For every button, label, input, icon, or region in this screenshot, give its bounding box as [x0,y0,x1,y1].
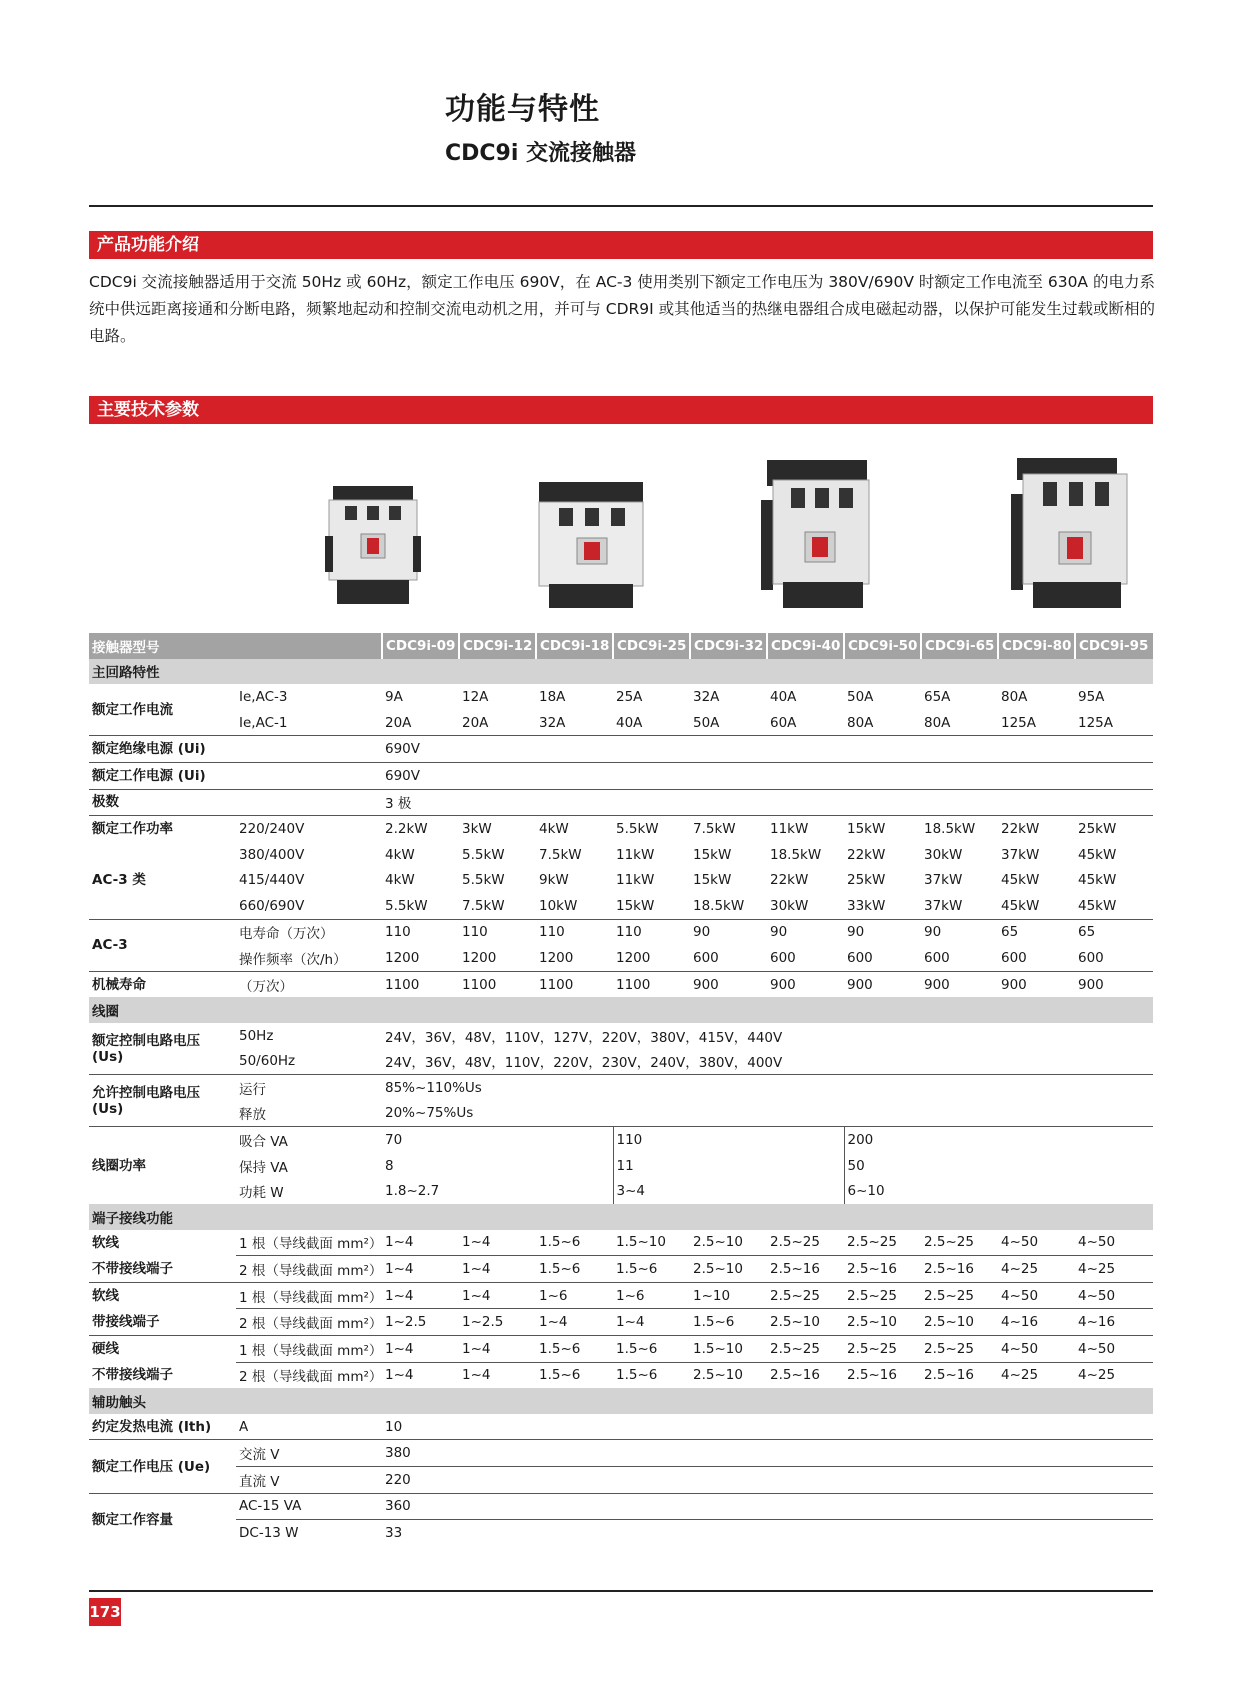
row-label: 不带接线端子 [92,1260,173,1277]
table-cell: 30kW [924,846,963,863]
row-label: 额定工作容量 [89,1493,236,1546]
table-cell: 900 [998,971,1075,997]
table-cell: 37kW [924,872,963,889]
table-cell: 1.8~2.7 [385,1183,440,1200]
model-header: CDC9i-80 [998,633,1075,659]
model-header: CDC9i-18 [536,633,613,659]
sub-label: 50Hz [239,1027,274,1044]
table-cell: 4~16 [1075,1309,1153,1336]
table-cell: 11 [613,1153,844,1179]
table-cell: 1~6 [613,1282,690,1309]
table-cell: 15kW [844,816,921,842]
table-cell: 80A [1001,688,1028,705]
table-cell: 1.5~6 [539,1234,581,1251]
section-label: 主回路特性 [89,659,1153,685]
table-cell: 10 [385,1418,403,1435]
sub-label: 220/240V [236,816,382,842]
table-cell: 2.5~25 [770,1234,820,1251]
table-cell: 1.5~6 [690,1309,767,1336]
table-row [89,1282,1153,1309]
section-label: 辅助触头 [89,1388,1153,1414]
top-divider [89,205,1153,207]
table-cell: 15kW [693,846,732,863]
table-cell: 24V，36V，48V，110V，220V，230V，240V，380V，400V [385,1055,783,1072]
table-cell: 60A [770,714,797,731]
table-row [89,1153,1153,1179]
table-cell: 2.5~10 [690,1362,767,1388]
table-row [89,684,1153,710]
table-cell: 33 [382,1520,1153,1546]
row-label: 允许控制电路电压 (Us) [89,1075,236,1127]
table-cell: 110 [613,1127,844,1153]
table-cell: 125A [1001,714,1037,731]
page-subtitle: CDC9i 交流接触器 [445,141,637,166]
table-cell: 690V [382,736,1153,763]
sub-label: A [239,1418,249,1435]
table-cell: 37kW [924,897,963,914]
sub-label: 2 根（导线截面 mm²） [236,1256,382,1283]
table-row [89,1127,1153,1153]
table-cell: 20%~75%Us [385,1105,474,1122]
sub-label: 415/440V [239,872,305,889]
table-cell: 5.5kW [613,816,690,842]
table-cell: 20A [462,714,489,731]
table-cell: 125A [1078,714,1114,731]
table-row [89,1493,1153,1520]
table-cell: 22kW [998,816,1075,842]
table-cell: 24V，36V，48V，110V，127V，220V，380V，415V，440V [385,1029,783,1046]
table-cell: 1~4 [459,1336,536,1363]
row-label: 约定发热电流 (Ith) [92,1418,212,1435]
table-cell: 3~4 [613,1178,844,1204]
table-cell: 2.5~16 [921,1362,998,1388]
table-cell: 1.5~6 [613,1362,690,1388]
table-cell: 2.5~10 [693,1234,743,1251]
table-cell: 45kW [1001,897,1040,914]
section-label: 端子接线功能 [89,1204,1153,1230]
table-cell: 2.5~16 [767,1362,844,1388]
table-cell: 1.5~6 [613,1256,690,1283]
table-cell: 90 [921,919,998,945]
table-row [89,945,1153,971]
table-cell: 45kW [1078,897,1117,914]
section-label: 线圈 [89,997,1153,1023]
table-cell: 690V [382,762,1153,789]
table-cell: 380 [382,1440,1153,1467]
section-row-coil [89,997,1153,1023]
table-cell: 9A [385,688,403,705]
table-cell: 50 [844,1153,1153,1179]
table-cell: 1~4 [536,1309,613,1336]
sub-label: 释放 [239,1107,266,1124]
table-cell: 45kW [1001,872,1040,889]
sub-label: 直流 V [236,1467,382,1494]
contactor-medium-image [535,482,647,608]
table-row [89,1230,1153,1256]
table-cell: 2.5~10 [767,1309,844,1336]
table-cell: 11kW [767,816,844,842]
table-cell: 25kW [847,872,886,889]
table-cell: 40A [770,688,797,705]
table-cell: 110 [536,919,613,945]
table-row [89,762,1153,789]
table-cell: 18.5kW [921,816,998,842]
sub-label: 电寿命（万次） [236,919,382,945]
table-cell: 18A [539,688,566,705]
table-row [89,816,1153,842]
model-header: CDC9i-95 [1075,633,1153,659]
table-cell: 11kW [616,846,655,863]
table-cell: 90 [844,919,921,945]
table-cell: 1100 [536,971,613,997]
table-row [89,710,1153,736]
model-header: CDC9i-32 [690,633,767,659]
table-cell: 110 [382,919,459,945]
sub-label: Ie,AC-1 [239,714,288,731]
table-cell: 90 [690,919,767,945]
table-cell: 90 [767,919,844,945]
table-cell: 33kW [847,897,886,914]
table-row [89,867,1153,893]
table-cell: 2.5~10 [844,1309,921,1336]
table-cell: 65 [998,919,1075,945]
table-cell: 600 [1001,949,1027,966]
table-cell: 900 [767,971,844,997]
table-cell: 200 [844,1127,1153,1153]
row-label: 额定控制电路电压 (Us) [92,1032,200,1065]
table-cell: 20A [385,714,412,731]
table-cell: 1.5~10 [616,1234,666,1251]
table-cell: 85%~110%Us [382,1075,1153,1101]
page-number: 173 [89,1598,121,1626]
table-cell: 4~25 [998,1256,1075,1283]
table-cell: 40A [616,714,643,731]
row-label: 额定工作电压 (Ue) [89,1440,236,1493]
table-cell: 1~4 [459,1256,536,1283]
sub-label: 380/400V [239,846,305,863]
table-cell: 70 [382,1127,613,1153]
table-cell: 1~10 [690,1282,767,1309]
table-cell: 50A [847,688,874,705]
row-label: 带接线端子 [92,1313,160,1330]
table-row [89,1440,1153,1467]
table-cell: 3kW [459,816,536,842]
table-cell: 7.5kW [462,897,505,914]
table-cell: 4~50 [1001,1234,1039,1251]
table-cell: 1100 [613,971,690,997]
sub-label: 运行 [236,1075,382,1101]
row-label: 额定工作电流 [92,701,173,718]
table-cell: 2.5~25 [921,1282,998,1309]
table-row [89,919,1153,945]
model-header: CDC9i-40 [767,633,844,659]
sub-label: 保持 VA [239,1159,288,1176]
table-cell: 25A [616,688,643,705]
row-label: 额定工作功率 [89,816,236,842]
section-row-aux [89,1388,1153,1414]
table-row [89,1309,1153,1336]
table-cell: 10kW [539,897,578,914]
table-cell: 4~50 [1075,1336,1153,1363]
table-cell: 1~4 [382,1256,459,1283]
table-cell: 1~4 [462,1234,491,1251]
table-cell: 11kW [616,872,655,889]
table-cell: 600 [1078,949,1104,966]
table-cell: 900 [921,971,998,997]
table-cell: 110 [613,919,690,945]
sub-label: 1 根（导线截面 mm²） [236,1282,382,1309]
model-header-label: 接触器型号 [89,633,382,659]
table-cell: 1~4 [459,1362,536,1388]
row-label: 硬线 [89,1336,236,1363]
model-header: CDC9i-09 [382,633,459,659]
model-header: CDC9i-50 [844,633,921,659]
sub-label: 660/690V [239,897,305,914]
section-row-terminal [89,1204,1153,1230]
table-cell: 7.5kW [539,846,582,863]
sub-label: AC-15 VA [236,1493,382,1520]
table-cell: 80A [924,714,951,731]
sub-label: 50/60Hz [239,1053,296,1070]
model-header: CDC9i-12 [459,633,536,659]
table-cell: 220 [382,1467,1153,1494]
page-title: 功能与特性 [445,92,600,127]
table-cell: 4~16 [998,1309,1075,1336]
table-cell: 5.5kW [385,897,428,914]
sub-label: 功耗 W [239,1185,284,1202]
table-cell: 4~25 [998,1362,1075,1388]
sub-label: Ie,AC-3 [239,688,288,705]
table-cell: 1~6 [536,1282,613,1309]
bottom-divider [89,1590,1153,1592]
intro-paragraph: CDC9i 交流接触器适用于交流 50Hz 或 60Hz，额定工作电压 690V，在 AC-3 使用类别下额定工作电压为 380V/690V 时额定工作电流至 630A 的电力系统中供远距离接通和分断电路，频繁地起动和控制交流电动机之用，并可与 CDR9I 或其他适当的热继电器组合成电磁起动器，以保护可能发生过载或断相的电路。 [89,273,1155,345]
table-cell: 1~4 [382,1362,459,1388]
product-photos [89,448,1153,608]
table-row [89,1049,1153,1075]
table-row [89,736,1153,763]
table-row [89,1467,1153,1494]
table-cell: 22kW [770,872,809,889]
row-label: 额定绝缘电源 (Ui) [89,736,382,763]
table-cell: 5.5kW [462,846,505,863]
table-cell: 1.5~10 [690,1336,767,1363]
table-cell: 1200 [462,949,497,966]
table-cell: 600 [847,949,873,966]
sub-label: 交流 V [236,1440,382,1467]
table-row [89,1178,1153,1204]
table-cell: 45kW [1078,846,1117,863]
table-row [89,1414,1153,1440]
section-bar-specs: 主要技术参数 [89,396,1153,424]
table-cell: 6~10 [844,1178,1153,1204]
table-cell: 1~4 [613,1309,690,1336]
table-cell: 15kW [693,872,732,889]
table-cell: 900 [844,971,921,997]
table-cell: 7.5kW [690,816,767,842]
table-cell: 2.5~25 [924,1234,974,1251]
contactor-small-image [325,486,421,608]
table-cell: 37kW [1001,846,1040,863]
table-cell: 32A [693,688,720,705]
table-cell: 4~25 [1075,1362,1153,1388]
row-label: 线圈功率 [89,1127,236,1204]
model-header: CDC9i-65 [921,633,998,659]
table-cell: 600 [924,949,950,966]
table-cell: 4~50 [1078,1234,1116,1251]
table-row [89,1101,1153,1127]
section-row-main-circuit [89,659,1153,685]
table-row [89,1023,1153,1049]
table-cell: 25kW [1075,816,1153,842]
sub-label: 2 根（导线截面 mm²） [236,1309,382,1336]
table-cell: 2.5~10 [690,1256,767,1283]
table-cell: 50A [693,714,720,731]
table-row [89,842,1153,868]
sub-label: 操作频率（次/h） [239,951,347,968]
table-cell: 95A [1078,688,1105,705]
table-cell: 65A [924,688,951,705]
table-cell: 4kW [385,872,415,889]
table-row [89,1336,1153,1363]
table-cell: 1100 [382,971,459,997]
model-header: CDC9i-25 [613,633,690,659]
row-label: 极数 [89,789,382,816]
table-cell: 900 [1075,971,1153,997]
table-cell: 30kW [770,897,809,914]
table-cell: 32A [539,714,566,731]
table-cell: 8 [385,1157,394,1174]
table-cell: 1~4 [382,1282,459,1309]
table-cell: 2.5~16 [844,1362,921,1388]
table-cell: 1~4 [385,1234,414,1251]
table-cell: 5.5kW [462,872,505,889]
table-cell: 1~2.5 [459,1309,536,1336]
table-cell: 2.5~25 [844,1336,921,1363]
sub-label: （万次） [236,971,382,997]
table-cell: 1100 [459,971,536,997]
sub-label: 1 根（导线截面 mm²） [239,1236,382,1253]
table-cell: 2.5~10 [921,1309,998,1336]
table-cell: 1.5~6 [536,1362,613,1388]
row-label: AC-3 类 [92,872,146,889]
table-cell: 2.2kW [382,816,459,842]
table-cell: 2.5~25 [921,1336,998,1363]
table-cell: 9kW [539,872,569,889]
sub-label: 2 根（导线截面 mm²） [236,1362,382,1388]
table-cell: 1.5~6 [536,1256,613,1283]
table-row [89,789,1153,816]
table-cell: 110 [459,919,536,945]
table-cell: 2.5~16 [767,1256,844,1283]
row-label: 机械寿命 [89,971,236,997]
sub-label: 1 根（导线截面 mm²） [236,1336,382,1363]
table-row [89,893,1153,919]
spec-table [89,633,1153,1546]
table-cell: 4~50 [998,1336,1075,1363]
table-cell: 2.5~25 [767,1282,844,1309]
contactor-large-image [761,460,879,608]
row-label: 额定工作电源 (Ui) [89,762,382,789]
table-cell: 4kW [385,846,415,863]
table-cell: 1.5~6 [536,1336,613,1363]
table-cell: 4kW [536,816,613,842]
row-label: 软线 [89,1282,236,1309]
table-cell: 360 [382,1493,1153,1520]
sub-label: DC-13 W [236,1520,382,1546]
table-cell: 2.5~16 [921,1256,998,1283]
table-cell: 3 极 [382,789,1153,816]
table-cell: 4~25 [1075,1256,1153,1283]
table-cell: 1~2.5 [382,1309,459,1336]
contactor-xlarge-image [1011,458,1135,608]
table-cell: 2.5~25 [847,1234,897,1251]
table-cell: 80A [847,714,874,731]
row-label: 不带接线端子 [92,1367,173,1384]
table-cell: 2.5~25 [844,1282,921,1309]
section-bar-intro: 产品功能介绍 [89,231,1153,259]
table-header-row [89,633,1153,659]
row-label: 软线 [92,1234,119,1251]
table-cell: 1200 [616,949,651,966]
table-cell: 1200 [385,949,420,966]
table-cell: 2.5~25 [767,1336,844,1363]
table-cell: 1200 [539,949,574,966]
table-cell: 4~50 [998,1282,1075,1309]
sub-label: 吸合 VA [236,1127,382,1153]
table-cell: 18.5kW [770,846,822,863]
table-cell: 45kW [1078,872,1117,889]
table-cell: 2.5~16 [844,1256,921,1283]
table-cell: 65 [1075,919,1153,945]
table-row [89,1520,1153,1546]
table-row [89,1256,1153,1283]
table-cell: 1~4 [382,1336,459,1363]
table-cell: 22kW [847,846,886,863]
table-row [89,1075,1153,1101]
row-label: AC-3 [89,919,236,971]
table-cell: 1.5~6 [613,1336,690,1363]
table-cell: 4~50 [1075,1282,1153,1309]
table-cell: 18.5kW [693,897,745,914]
table-cell: 600 [693,949,719,966]
table-cell: 600 [770,949,796,966]
table-cell: 12A [462,688,489,705]
table-cell: 15kW [616,897,655,914]
table-cell: 900 [690,971,767,997]
table-row [89,1362,1153,1388]
table-row [89,971,1153,997]
table-cell: 1~4 [459,1282,536,1309]
